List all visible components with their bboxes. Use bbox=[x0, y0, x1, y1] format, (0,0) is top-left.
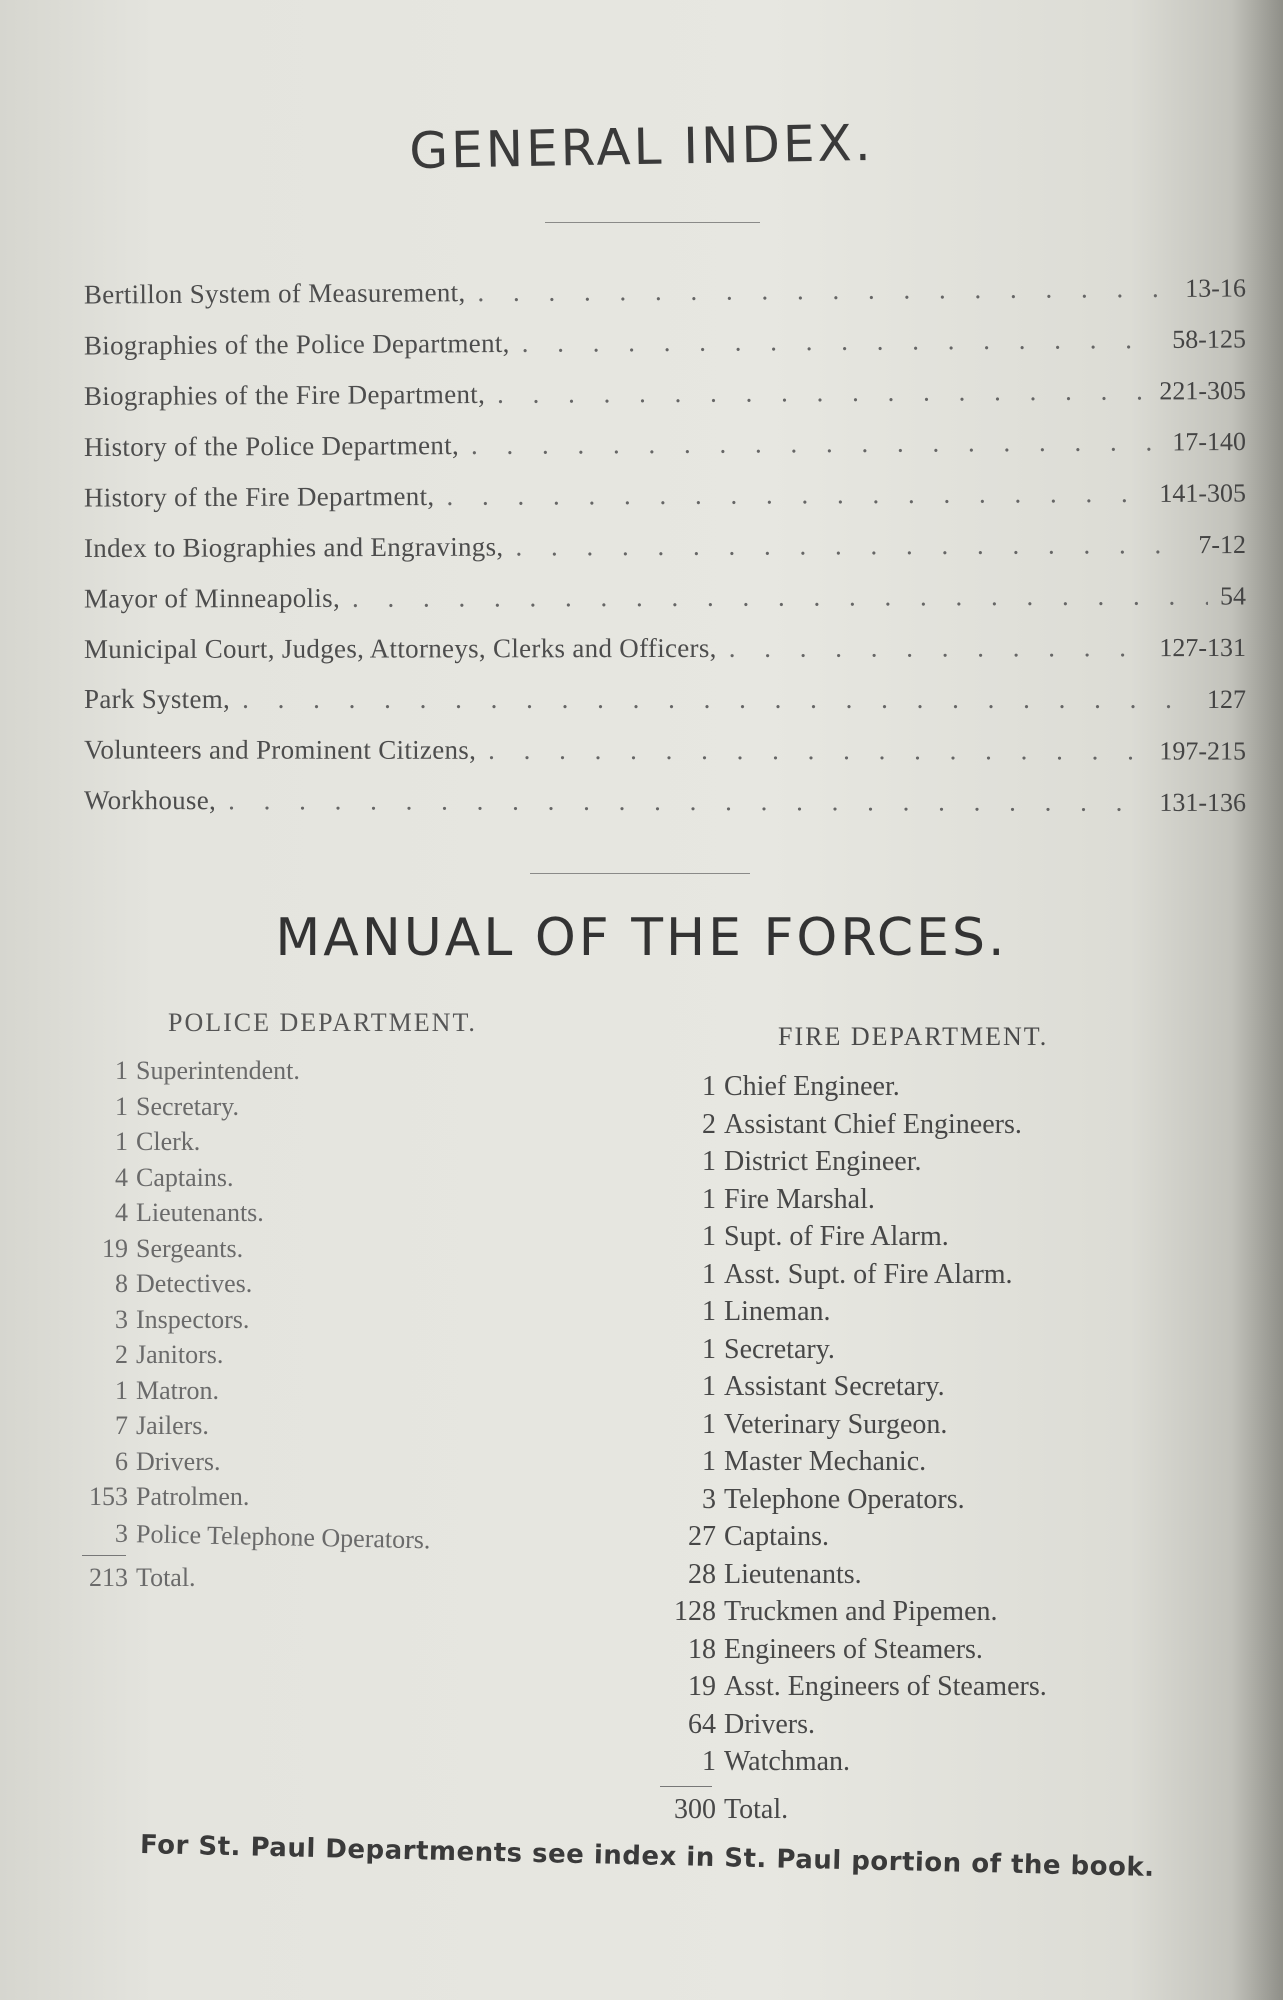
roster-rank: Master Mechanic. bbox=[724, 1446, 927, 1477]
dot-leader bbox=[497, 375, 1147, 409]
dot-leader bbox=[471, 426, 1160, 461]
roster-rank: Fire Marshal. bbox=[724, 1183, 875, 1215]
roster-rank: Asst. Engineers of Steamers. bbox=[724, 1671, 1047, 1702]
police-department-heading: POLICE DEPARTMENT. bbox=[168, 1008, 477, 1037]
fire-roster bbox=[658, 1071, 1047, 1831]
roster-row bbox=[658, 1634, 1047, 1672]
roster-count: 1 bbox=[702, 1071, 716, 1102]
roster-total-count: 213 bbox=[89, 1563, 128, 1592]
roster-row bbox=[78, 1163, 430, 1199]
roster-rank: Janitors. bbox=[136, 1340, 224, 1369]
dot-leader bbox=[352, 581, 1208, 614]
roster-row bbox=[658, 1746, 1047, 1784]
roster-row bbox=[78, 1482, 430, 1518]
index-entry bbox=[84, 426, 1246, 483]
roster-row bbox=[78, 1376, 430, 1412]
index-entry bbox=[84, 477, 1246, 533]
index-entry bbox=[84, 323, 1246, 381]
roster-count: 1 bbox=[702, 1333, 716, 1365]
roster-rank: Supt. of Fire Alarm. bbox=[724, 1221, 949, 1252]
index-entry-pages: 127 bbox=[1207, 685, 1246, 714]
roster-count: 7 bbox=[115, 1411, 128, 1440]
index-entry-pages: 197-215 bbox=[1159, 736, 1247, 766]
roster-count: 128 bbox=[674, 1596, 716, 1627]
general-index-title: GENERAL INDEX. bbox=[408, 113, 875, 181]
roster-rank: Superintendent. bbox=[136, 1056, 300, 1085]
roster-count: 1 bbox=[702, 1258, 716, 1290]
index-entry-label: Municipal Court, Judges, Attorneys, Clerks and Officers, bbox=[83, 632, 717, 665]
roster-rank: Secretary. bbox=[724, 1333, 835, 1365]
roster-count: 1 bbox=[702, 1371, 716, 1402]
fire-department-heading: FIRE DEPARTMENT. bbox=[778, 1022, 1049, 1051]
index-entry-pages: 141-305 bbox=[1159, 478, 1247, 508]
roster-rank: Lineman. bbox=[724, 1296, 831, 1327]
roster-row bbox=[658, 1109, 1047, 1147]
index-entry bbox=[84, 734, 1246, 786]
index-entry-pages: 221-305 bbox=[1159, 375, 1247, 406]
roster-row bbox=[78, 1092, 430, 1128]
index-entry-pages: 58-125 bbox=[1172, 324, 1247, 354]
roster-count: 4 bbox=[115, 1198, 128, 1227]
roster-count: 1 bbox=[115, 1056, 128, 1085]
dot-leader bbox=[488, 735, 1147, 767]
index-entry-label: Park System, bbox=[84, 684, 231, 714]
index-entry bbox=[84, 272, 1246, 330]
index-entry bbox=[84, 375, 1246, 432]
roster-rank: Inspectors. bbox=[136, 1304, 250, 1334]
roster-rank: Captains. bbox=[136, 1162, 234, 1192]
roster-rank: Chief Engineer. bbox=[724, 1071, 900, 1102]
roster-rank: Telephone Operators. bbox=[724, 1483, 965, 1515]
index-entry-pages: 131-136 bbox=[1159, 787, 1247, 818]
roster-row bbox=[658, 1709, 1047, 1747]
dot-leader bbox=[477, 273, 1173, 308]
roster-rank: District Engineer. bbox=[724, 1146, 922, 1177]
roster-count: 4 bbox=[115, 1162, 128, 1192]
roster-rank: Assistant Chief Engineers. bbox=[724, 1108, 1022, 1140]
index-entry-pages: 13-16 bbox=[1185, 273, 1247, 303]
index-entry-label: Bertillon System of Measurement, bbox=[83, 277, 466, 310]
roster-rank: Lieutenants. bbox=[136, 1198, 264, 1227]
roster-row bbox=[78, 1056, 430, 1092]
roster-total bbox=[658, 1794, 1047, 1832]
roster-rank: Asst. Supt. of Fire Alarm. bbox=[724, 1258, 1013, 1290]
index-entry-label: Biographies of the Police Department, bbox=[83, 327, 510, 361]
roster-total-label: Total. bbox=[136, 1563, 196, 1592]
dot-leader bbox=[515, 529, 1186, 562]
index-entry-pages: 127-131 bbox=[1159, 632, 1247, 663]
roster-row bbox=[658, 1559, 1047, 1597]
roster-row bbox=[78, 1340, 430, 1376]
index-entry bbox=[84, 785, 1246, 838]
footer-note: For St. Paul Departments see index in St. Paul portion of the book. bbox=[139, 1830, 1155, 1884]
roster-count: 1 bbox=[702, 1183, 716, 1215]
section-divider bbox=[530, 873, 750, 874]
general-index-list bbox=[83, 273, 1247, 837]
roster-count: 1 bbox=[702, 1746, 716, 1777]
roster-row bbox=[658, 1409, 1047, 1447]
roster-count: 2 bbox=[115, 1340, 128, 1369]
roster-count: 28 bbox=[688, 1558, 716, 1590]
roster-rank: Clerk. bbox=[136, 1127, 201, 1156]
index-entry bbox=[84, 529, 1246, 584]
roster-count: 6 bbox=[115, 1446, 128, 1476]
index-entry bbox=[84, 632, 1246, 685]
roster-row bbox=[78, 1127, 430, 1163]
roster-count: 27 bbox=[688, 1521, 716, 1552]
roster-rank: Watchman. bbox=[724, 1746, 851, 1777]
roster-row bbox=[78, 1447, 430, 1483]
roster-rank: Jailers. bbox=[136, 1411, 209, 1440]
roster-count: 1 bbox=[702, 1446, 716, 1477]
roster-row bbox=[78, 1269, 430, 1305]
roster-count: 1 bbox=[115, 1127, 128, 1156]
roster-count: 3 bbox=[702, 1483, 716, 1515]
roster-rank: Detectives. bbox=[136, 1269, 253, 1298]
roster-rank: Patrolmen. bbox=[136, 1482, 250, 1511]
index-entry-pages: 54 bbox=[1219, 581, 1247, 611]
roster-row bbox=[658, 1334, 1047, 1372]
roster-count: 1 bbox=[115, 1375, 128, 1405]
roster-row bbox=[78, 1234, 430, 1270]
roster-row bbox=[658, 1484, 1047, 1522]
roster-row bbox=[658, 1146, 1047, 1184]
roster-row bbox=[658, 1446, 1047, 1484]
roster-count: 19 bbox=[688, 1671, 716, 1702]
roster-row bbox=[78, 1198, 430, 1234]
roster-rank: Assistant Secretary. bbox=[724, 1371, 945, 1402]
roster-count: 19 bbox=[102, 1233, 128, 1263]
index-entry-label: Mayor of Minneapolis, bbox=[83, 582, 341, 614]
roster-rank: Secretary. bbox=[136, 1091, 239, 1121]
roster-count: 1 bbox=[702, 1296, 716, 1327]
roster-row bbox=[658, 1521, 1047, 1559]
index-entry-label: History of the Fire Department, bbox=[83, 481, 435, 513]
roster-count: 1 bbox=[702, 1408, 716, 1440]
roster-rank: Veterinary Surgeon. bbox=[724, 1408, 948, 1440]
index-entry-pages: 17-140 bbox=[1172, 426, 1247, 457]
roster-rank: Truckmen and Pipemen. bbox=[724, 1596, 998, 1627]
roster-row bbox=[78, 1305, 430, 1341]
total-rule bbox=[78, 1553, 430, 1563]
roster-rank: Matron. bbox=[136, 1375, 220, 1405]
index-entry-label: Workhouse, bbox=[83, 784, 217, 816]
dot-leader bbox=[522, 324, 1161, 359]
roster-row bbox=[658, 1671, 1047, 1709]
dot-leader bbox=[228, 785, 1147, 818]
roster-count: 1 bbox=[702, 1221, 716, 1252]
dot-leader bbox=[446, 478, 1147, 512]
dot-leader bbox=[729, 632, 1148, 664]
roster-row bbox=[658, 1296, 1047, 1334]
roster-row bbox=[658, 1596, 1047, 1634]
police-roster bbox=[78, 1056, 430, 1599]
roster-rank: Sergeants. bbox=[136, 1233, 244, 1263]
total-rule bbox=[658, 1784, 1047, 1794]
roster-rank: Engineers of Steamers. bbox=[724, 1633, 983, 1665]
index-entry bbox=[84, 684, 1246, 735]
title-divider bbox=[545, 222, 760, 223]
roster-count: 3 bbox=[115, 1304, 128, 1334]
roster-count: 3 bbox=[114, 1518, 129, 1548]
manual-title: MANUAL OF THE FORCES. bbox=[275, 908, 1008, 968]
roster-rank: Drivers. bbox=[724, 1708, 815, 1740]
roster-row bbox=[658, 1221, 1047, 1259]
roster-count: 1 bbox=[115, 1091, 128, 1121]
dot-leader bbox=[242, 684, 1195, 715]
roster-row bbox=[658, 1371, 1047, 1409]
roster-count: 18 bbox=[688, 1633, 716, 1665]
roster-row bbox=[658, 1184, 1047, 1222]
index-entry-label: Index to Biographies and Engravings, bbox=[83, 531, 504, 564]
roster-total-count: 300 bbox=[674, 1793, 716, 1825]
roster-total bbox=[78, 1563, 430, 1599]
roster-row bbox=[78, 1411, 430, 1447]
roster-count: 64 bbox=[688, 1708, 716, 1740]
index-entry bbox=[84, 580, 1246, 634]
index-entry-pages: 7-12 bbox=[1198, 529, 1247, 560]
roster-total-label: Total. bbox=[724, 1793, 789, 1825]
roster-rank: Police Telephone Operators. bbox=[135, 1518, 431, 1554]
roster-rank: Captains. bbox=[724, 1521, 829, 1552]
index-entry-label: History of the Police Department, bbox=[83, 430, 460, 463]
roster-row bbox=[658, 1259, 1047, 1297]
roster-rank: Lieutenants. bbox=[724, 1558, 862, 1590]
roster-row bbox=[658, 1071, 1047, 1109]
roster-rank: Drivers. bbox=[136, 1446, 221, 1476]
index-entry-label: Biographies of the Fire Department, bbox=[83, 378, 486, 412]
roster-count: 153 bbox=[89, 1482, 128, 1511]
index-entry-label: Volunteers and Prominent Citizens, bbox=[83, 734, 477, 765]
roster-count: 8 bbox=[115, 1269, 128, 1298]
roster-count: 2 bbox=[702, 1108, 716, 1140]
roster-count: 1 bbox=[702, 1146, 716, 1177]
